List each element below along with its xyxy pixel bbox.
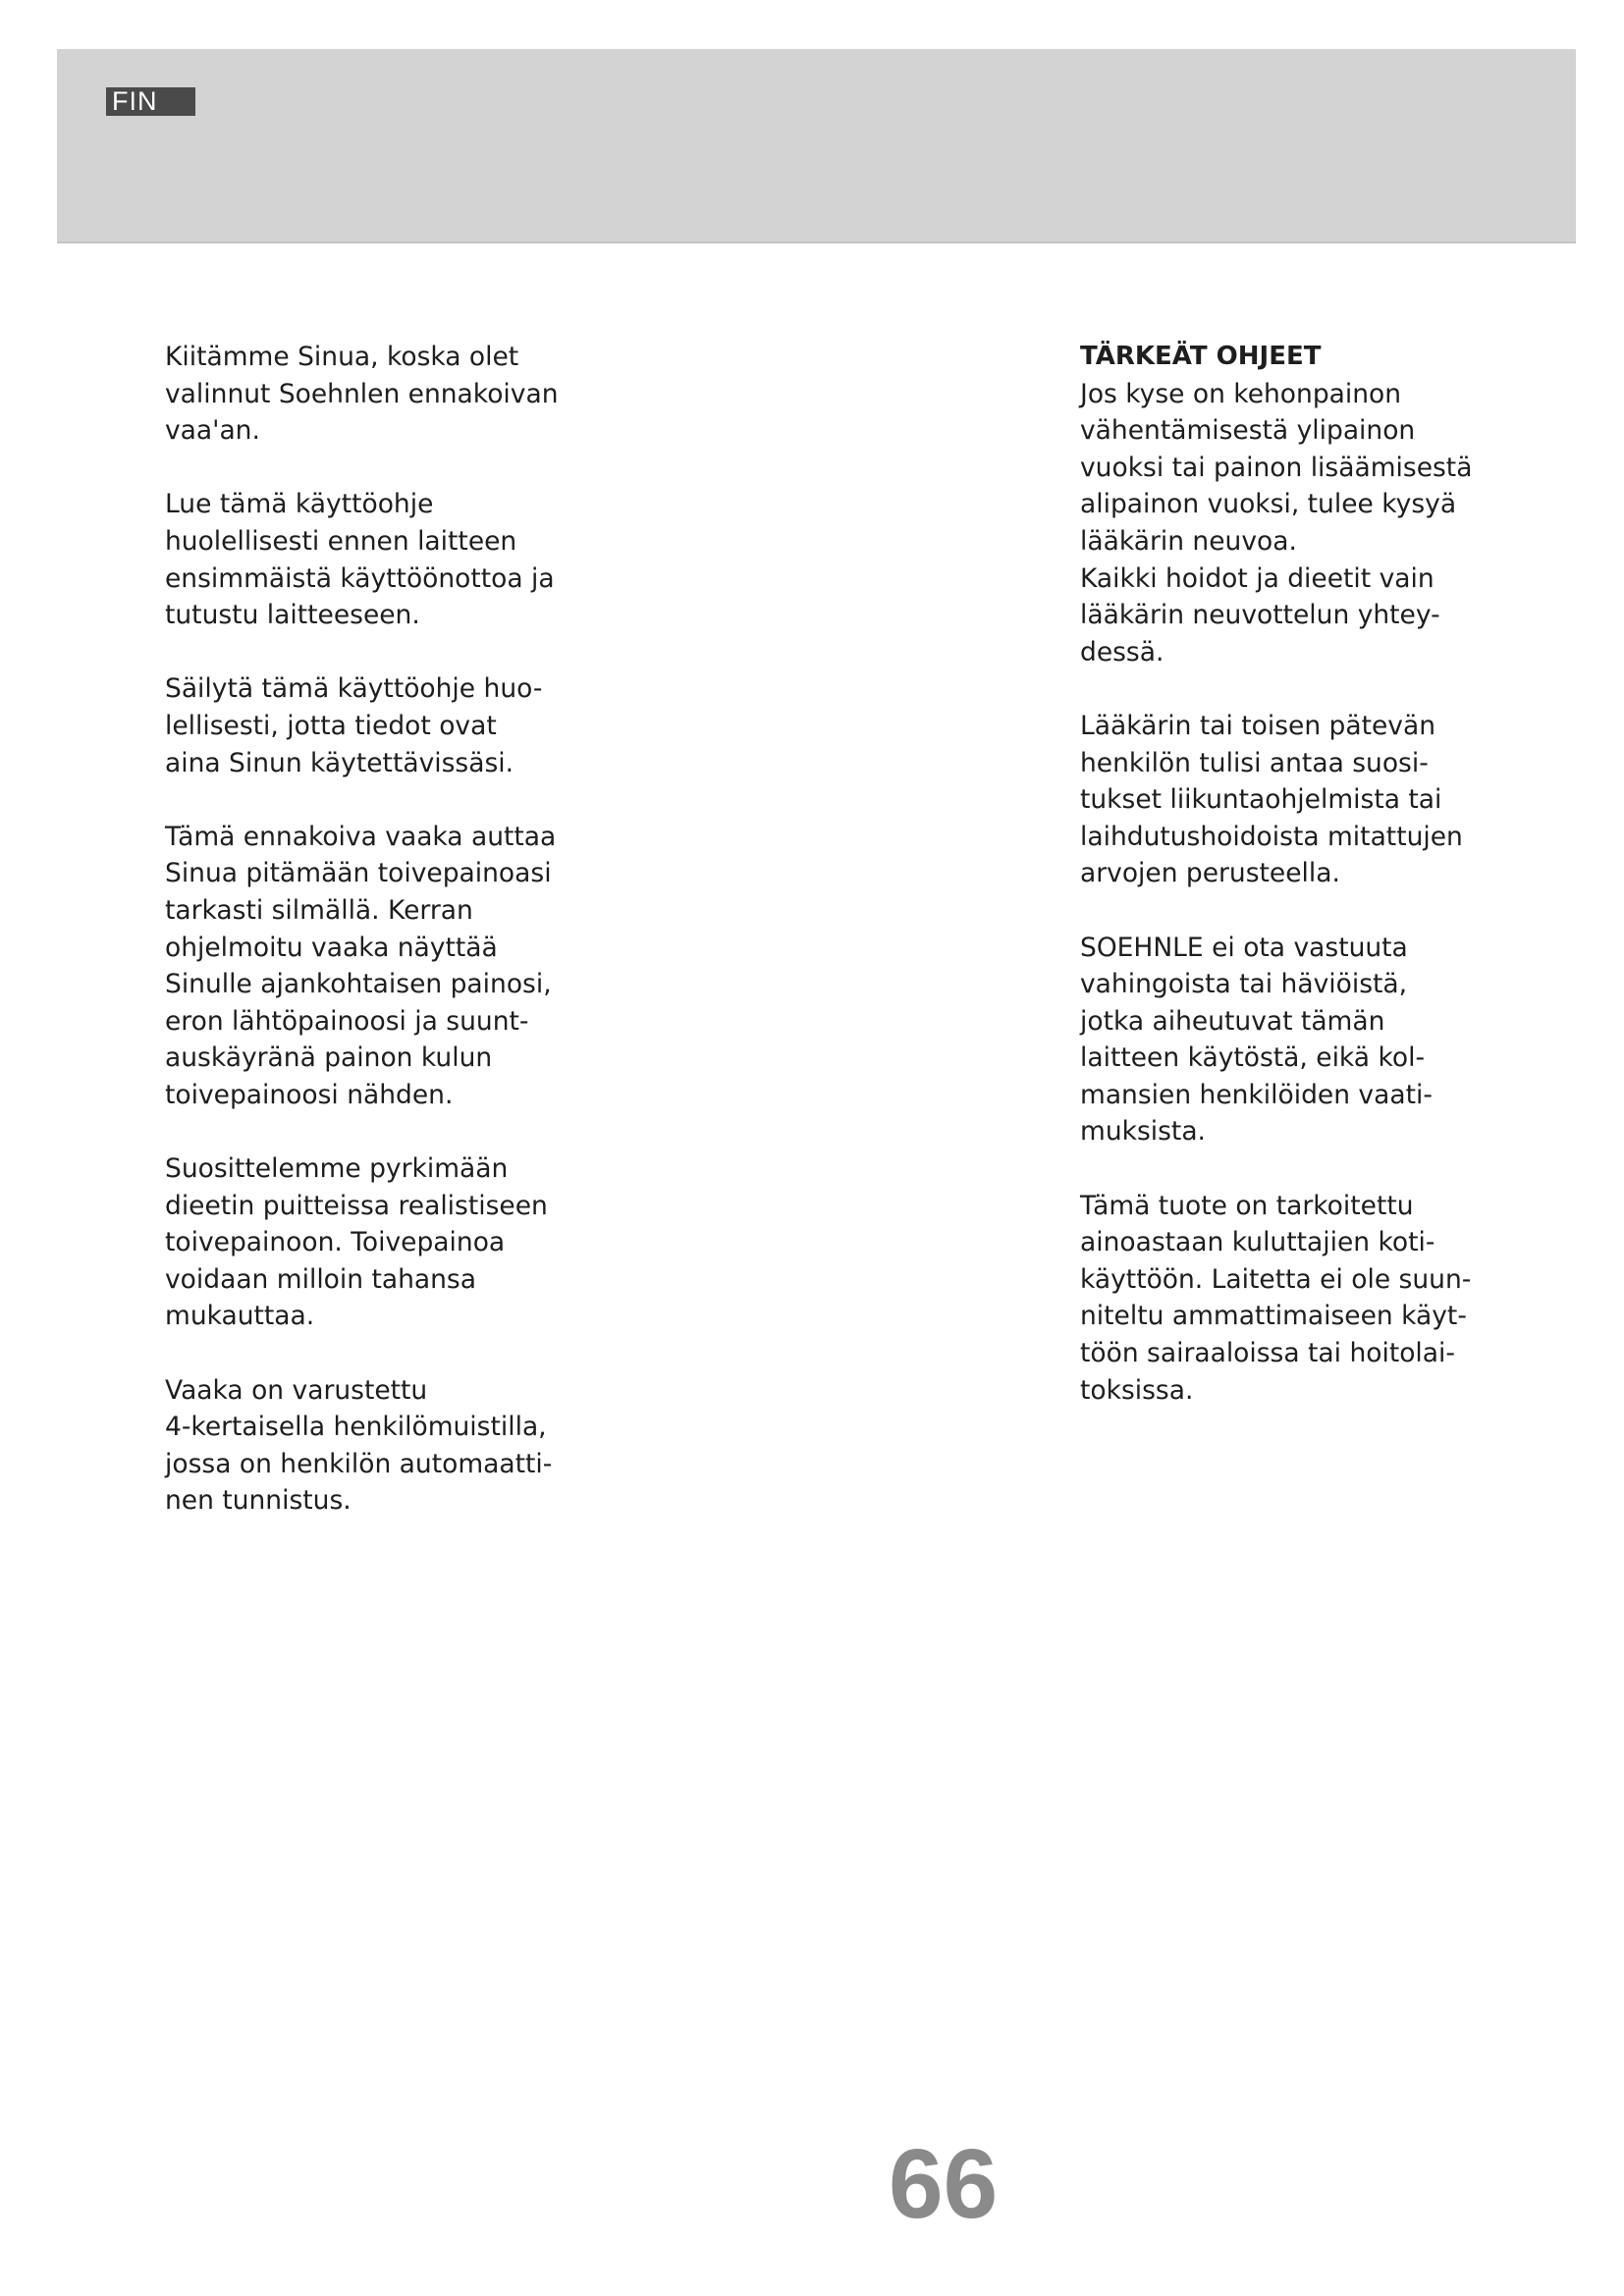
household-use-paragraph: Tämä tuote on tarkoitettu ainoastaan kuluttajien koti- käyttöön. Laitetta ei ole suun- niteltu ammattimaiseen käyt- töön sairaaloissa tai hoitolai- toksissa. bbox=[1080, 1190, 1472, 1406]
recommendations-paragraph: Lääkärin tai toisen pätevän henkilön tulisi antaa suosi- tukset liikuntaohjelmista tai laihdutushoidoista mitattujen arvojen perusteella. bbox=[1080, 710, 1463, 889]
language-badge: FIN bbox=[106, 87, 195, 116]
read-instructions-paragraph: Lue tämä käyttöohje huolellisesti ennen laitteen ensimmäistä käyttöönottoa ja tutustu laitteeseen. bbox=[165, 489, 555, 631]
scale-description-paragraph: Tämä ennakoiva vaaka auttaa Sinua pitämään toivepainoasi tarkasti silmällä. Kerran ohjelmoitu vaaka näyttää Sinulle ajankohtaisen painosi, eron lähtöpainoosi ja suunt- auskäyränä painon kulun toivepainoosi nähden. bbox=[165, 821, 557, 1110]
page-number: 66 bbox=[889, 2129, 999, 2239]
medical-advice-paragraph: Jos kyse on kehonpainon vähentämisestä ylipainon vuoksi tai painon lisäämisestä alipainon vuoksi, tulee kysyä lääkärin neuvoa. Kaikki hoidot ja dieetit vain lääkärin neuvottelun yhtey- dessä. bbox=[1080, 378, 1473, 667]
header-band bbox=[57, 49, 1576, 243]
intro-thanks-paragraph: Kiitämme Sinua, koska olet valinnut Soehnlen ennakoivan vaa'an. bbox=[165, 342, 559, 447]
left-column bbox=[165, 339, 587, 1557]
target-weight-paragraph: Suosittelemme pyrkimään dieetin puitteissa realistiseen toivepainoon. Toivepainoa voidaan milloin tahansa mukauttaa. bbox=[165, 1153, 548, 1332]
right-column bbox=[1080, 339, 1502, 1446]
important-notes-heading: TÄRKEÄT OHJEET bbox=[1080, 342, 1322, 371]
memory-paragraph: Vaaka on varustettu 4-kertaisella henkilömuistilla, jossa on henkilön automaatti- nen tunnistus. bbox=[165, 1374, 553, 1517]
liability-paragraph: SOEHNLE ei ota vastuuta vahingoista tai häviöistä, jotka aiheutuvat tämän laitteen käytöstä, eikä kol- mansien henkilöiden vaati- muksista. bbox=[1080, 932, 1433, 1148]
keep-manual-paragraph: Säilytä tämä käyttöohje huo- lellisesti, jotta tiedot ovat aina Sinun käytettävissäsi. bbox=[165, 673, 543, 778]
